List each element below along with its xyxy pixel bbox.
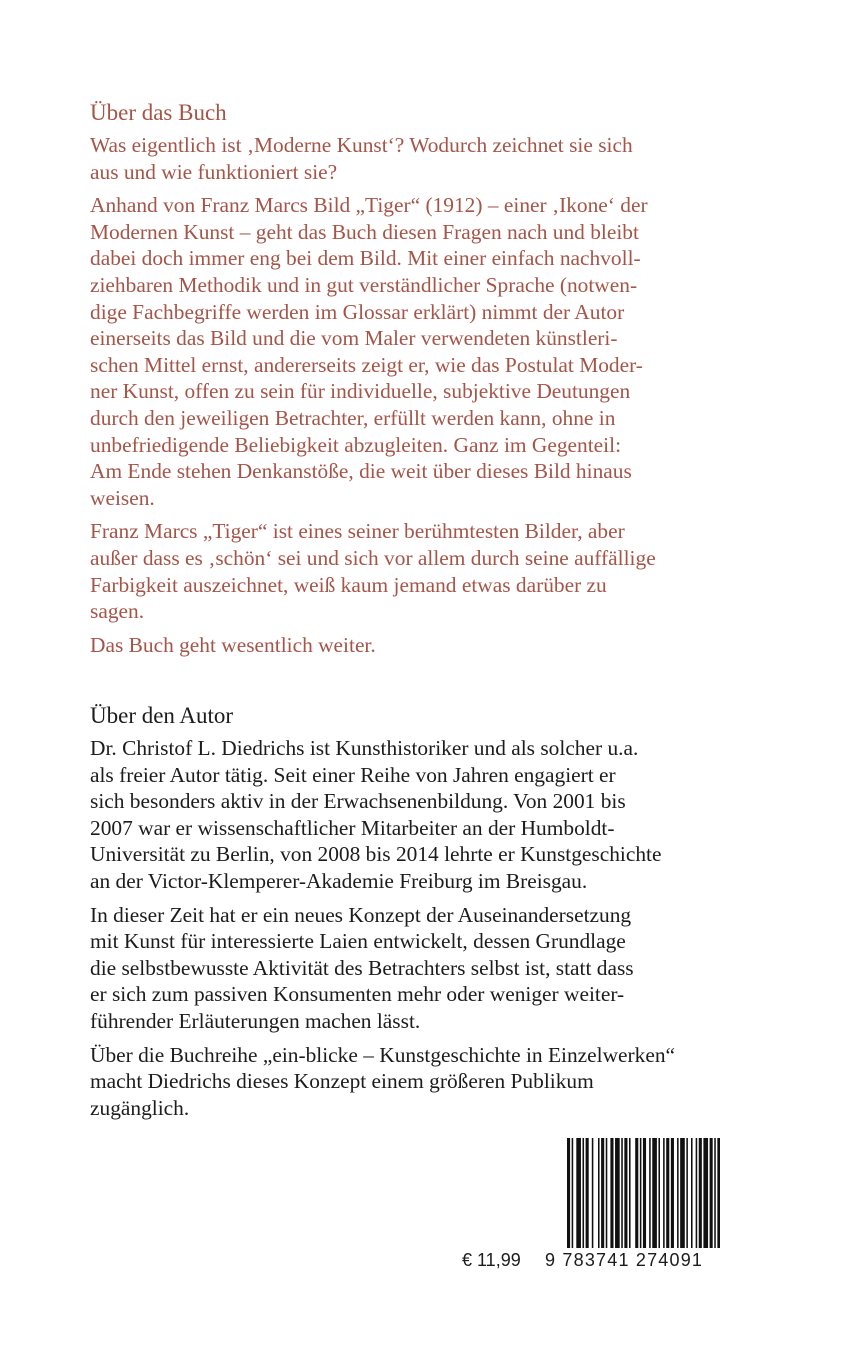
about-book-paragraph-1: Was eigentlich ist ‚Moderne Kunst‘? Wodurch zeichnet sie sich aus und wie funktioniert sie? <box>90 133 633 184</box>
barcode-bar <box>680 1138 685 1248</box>
barcode-bar <box>576 1138 581 1248</box>
about-author-paragraph-1: Dr. Christof L. Diedrichs ist Kunsthistoriker und als solcher u.a. als freier Autor tätig. Seit einer Reihe von Jahren engagiert er sich besonders aktiv in der Erwachsenenbildung. Von 2001 bis 2007 war er wissenschaftlicher Mitarbeiter an der Humboldt- Universität zu Berlin, von 2008 bis 2014 lehrte er Kunstgeschichte an der Victor-Klemperer-Akademie Freiburg im Breisgau. <box>90 736 662 893</box>
barcode-bar <box>615 1138 620 1248</box>
barcode-bar <box>640 1138 642 1248</box>
barcode-bar <box>598 1138 600 1248</box>
price-label: € 11,99 <box>462 1250 521 1270</box>
barcode-bar <box>677 1138 679 1248</box>
barcode-bar <box>699 1138 702 1248</box>
barcode-bar <box>652 1138 657 1248</box>
barcode-bar <box>717 1138 720 1248</box>
barcode-bar <box>686 1138 688 1248</box>
about-book-paragraph-4: Das Buch geht wesentlich weiter. <box>90 632 376 657</box>
barcode-bar <box>635 1138 638 1248</box>
barcode-bar <box>610 1138 613 1248</box>
barcode-bar <box>691 1138 693 1248</box>
barcode-bar <box>567 1138 570 1248</box>
about-book-paragraph-3: Franz Marcs „Tiger“ ist eines seiner berühmtesten Bilder, aber außer dass es ‚schön‘ sei und sich vor allem durch seine auffällige Farbigkeit auszeichnet, weiß kaum jemand etwas darüber zu sagen. <box>90 519 656 624</box>
barcode-bar <box>643 1138 646 1248</box>
barcode-bar <box>671 1138 674 1248</box>
barcode-bar <box>586 1138 589 1248</box>
about-author-paragraph-2: In dieser Zeit hat er ein neues Konzept der Auseinandersetzung mit Kunst für interessierte Laien entwickelt, dessen Grundlage die selbstbewusste Aktivität des Betrachters selbst ist, statt dass er sich zum passiven Konsumenten mehr oder weniger weiter- führender Erläuterungen machen lässt. <box>90 902 634 1033</box>
barcode-bar <box>710 1138 713 1248</box>
barcode-bar <box>714 1138 716 1248</box>
barcode-bar <box>592 1138 594 1248</box>
barcode-bar <box>572 1138 574 1248</box>
barcode-graphic <box>565 1138 720 1248</box>
barcode-bar <box>666 1138 669 1248</box>
about-author-section <box>90 700 740 1128</box>
about-book-section <box>90 97 740 665</box>
barcode-bar <box>696 1138 698 1248</box>
barcode-bar <box>583 1138 585 1248</box>
barcode-bar <box>649 1138 651 1248</box>
barcode-bar <box>629 1138 631 1248</box>
barcode-bar <box>606 1138 608 1248</box>
barcode-bar <box>658 1138 660 1248</box>
barcode-bar <box>663 1138 665 1248</box>
about-book-heading: Über das Buch <box>90 100 227 125</box>
about-author-paragraph-3: Über die Buchreihe „ein-blicke – Kunstgeschichte in Einzelwerken“ macht Diedrichs dieses Konzept einem größeren Publikum zugänglich. <box>90 1042 676 1120</box>
barcode-bar <box>621 1138 623 1248</box>
about-book-paragraph-2: Anhand von Franz Marcs Bild „Tiger“ (1912) – einer ‚Ikone‘ der Modernen Kunst – geht das Buch diesen Fragen nach und bleibt dabei doch immer eng bei dem Bild. Mit einer einfach nachvoll- ziehbaren Methodik und in gut verständlicher Sprache (notwen- dige Fachbegriffe werden im Glossar erklärt) nimmt der Autor einerseits das Bild und die vom Maler verwendeten künstleri- schen Mittel ernst, andererseits zeigt er, wie das Postulat Moder- ner Kunst, offen zu sein für individuelle, subjektive Deutungen durch den jeweiligen Betrachter, erfüllt werden kann, ohne in unbefriedigende Beliebigkeit abzugleiten. Ganz im Gegenteil: Am Ende stehen Denkanstöße, die weit über dieses Bild hinaus weisen. <box>90 193 648 510</box>
isbn-barcode <box>565 1138 720 1248</box>
barcode-bar <box>601 1138 604 1248</box>
about-author-heading: Über den Autor <box>90 703 234 728</box>
isbn-number: 9 783741 274091 <box>545 1250 704 1270</box>
barcode-bar <box>703 1138 708 1248</box>
barcode-bar <box>624 1138 627 1248</box>
